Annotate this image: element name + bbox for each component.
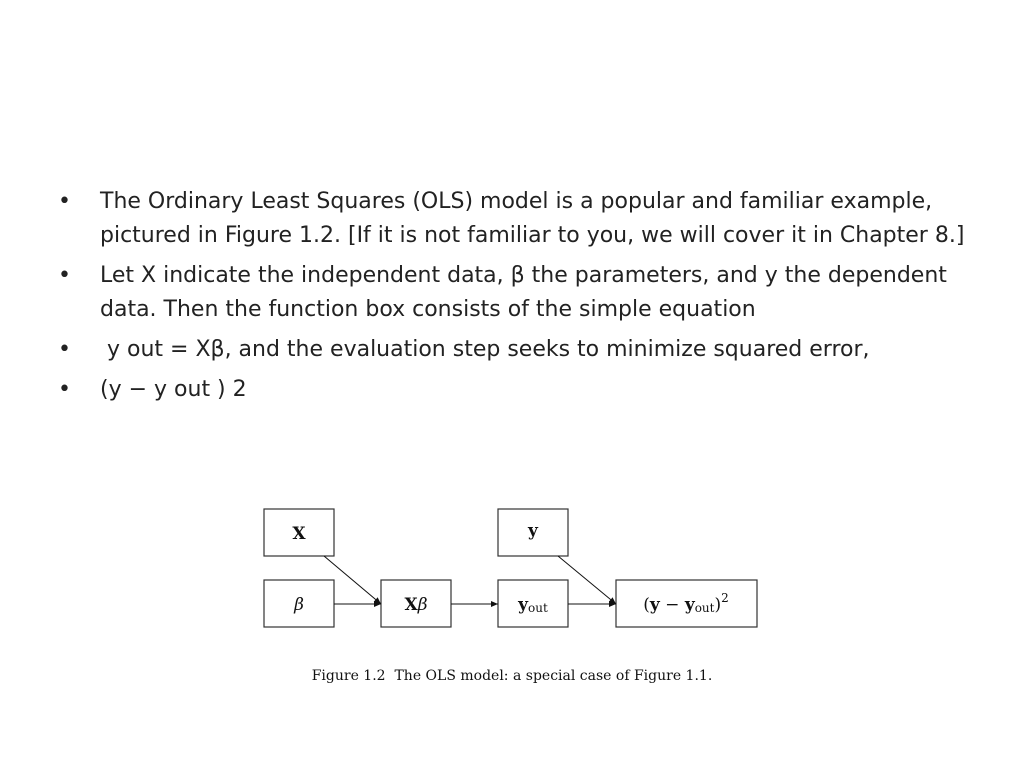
ols-diagram [262, 507, 762, 687]
bullet-text: The Ordinary Least Squares (OLS) model is a popular and familiar example, pictured in Figure 1.2. [If it is not familiar to you, we will cover it in Chapter 8.] [100, 189, 965, 248]
label-squared-error [643, 591, 729, 615]
bullet-list [58, 185, 978, 413]
label-err-close: ) [714, 595, 722, 615]
label-err-minus: − [659, 595, 685, 615]
label-xbeta-beta: β [417, 595, 428, 615]
bullet-text: y out = Xβ, and the evaluation step seeks to minimize squared error, [100, 337, 870, 362]
label-err-sub: out [694, 601, 715, 615]
label-x: X [292, 524, 306, 544]
label-xbeta [404, 595, 427, 615]
label-xbeta-x: X [404, 595, 418, 615]
label-err-exp: 2 [721, 591, 729, 605]
label-yout-sub: out [528, 601, 548, 615]
bullet-text: (y − y out ) 2 [100, 377, 247, 402]
label-y: y [528, 521, 538, 541]
label-err-y2: y [684, 595, 695, 615]
bullet-item-equation [58, 333, 978, 367]
label-err-y: y [649, 595, 660, 615]
bullet-item-definitions [58, 259, 978, 327]
bullet-marker: • [58, 377, 71, 402]
figure-caption: Figure 1.2 The OLS model: a special case of Figure 1.1. [311, 668, 713, 684]
bullet-text: Let X indicate the independent data, β the parameters, and y the dependent data. Then the function box consists of the simple equation [100, 263, 947, 322]
label-err-open: ( [643, 595, 650, 615]
bullet-marker: • [58, 337, 71, 362]
bullet-marker: • [58, 263, 71, 288]
bullet-item-squared-error [58, 373, 978, 407]
label-yout-y: y [518, 595, 529, 615]
bullet-item-ols-intro [58, 185, 978, 253]
label-beta: β [294, 595, 304, 615]
bullet-marker: • [58, 189, 71, 214]
